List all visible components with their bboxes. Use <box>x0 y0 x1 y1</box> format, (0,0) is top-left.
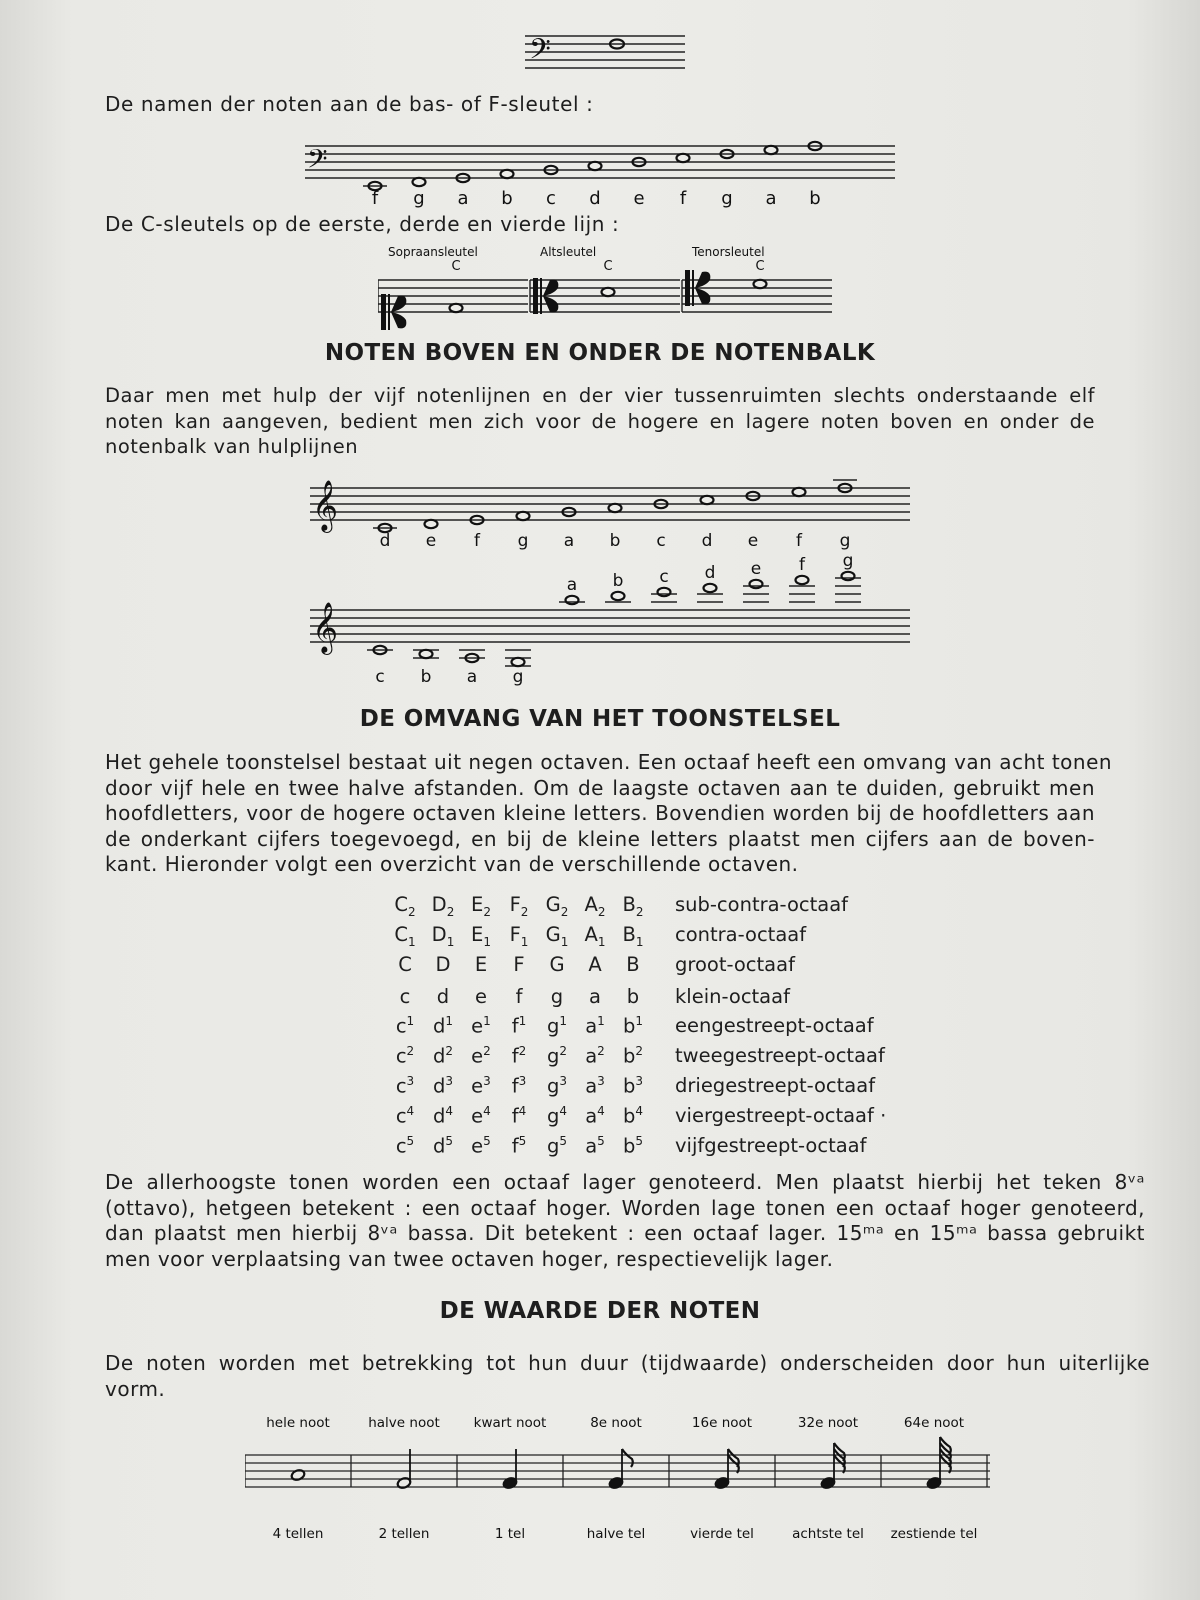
octave-mark: 3 <box>559 1074 568 1088</box>
octave-mark: 2 <box>520 904 529 919</box>
whole-note-icon <box>793 488 806 496</box>
note-name: b <box>609 531 621 551</box>
whole-note-icon <box>450 304 463 312</box>
note-name: c <box>546 188 556 209</box>
c-clef-label: Tenorsleutel <box>692 245 765 259</box>
bass-clef-staff-small <box>525 30 685 76</box>
para-range-line: door vijf hele en twee halve afstanden. Om de laagste octaven aan te duiden, gebruikt men <box>105 775 1095 800</box>
octave-mark: 2 <box>560 904 569 919</box>
note-name: e <box>750 559 762 579</box>
note-value-duration: halve tel <box>586 1526 646 1542</box>
octave-letter: $f^1$ <box>511 1014 527 1038</box>
octave-letter: g <box>550 985 564 1008</box>
whole-note-icon <box>425 520 438 528</box>
para-range-line: Het gehele toonstelsel bestaat uit negen octaven. Een octaaf heeft een omvang van acht tonen <box>105 750 1113 774</box>
note-name: f <box>679 188 687 209</box>
octave-letter: $d^4$ <box>432 1104 454 1128</box>
octave-letter: $c^5$ <box>395 1134 415 1158</box>
octave-letter: $d^3$ <box>432 1074 454 1098</box>
note-value-name: 16e noot <box>691 1415 753 1431</box>
octave-mark: 2 <box>483 1044 491 1058</box>
octave-name: vijfgestreept-octaaf <box>675 1134 867 1157</box>
octave-mark: 4 <box>406 1104 415 1118</box>
para-ottava <box>105 1170 1145 1272</box>
octave-letter: $F_2$ <box>509 893 529 919</box>
octave-letter: $C_2$ <box>394 893 416 919</box>
whole-note-icon <box>750 580 763 588</box>
note-name: a <box>457 188 469 209</box>
note-name: g <box>721 188 733 209</box>
octave-letter: $E_1$ <box>471 923 491 949</box>
octave-letter: $g^2$ <box>546 1044 568 1068</box>
octave-mark: 3 <box>635 1074 644 1088</box>
note-name: d <box>589 188 601 209</box>
octave-letter: $c^2$ <box>395 1044 415 1068</box>
note-value-duration: 1 tel <box>494 1526 526 1542</box>
octave-letter: $E_2$ <box>471 893 491 919</box>
octave-mark: 1 <box>406 1014 415 1028</box>
octave-letter: b <box>626 985 640 1008</box>
note-name: d <box>379 531 391 551</box>
octave-mark: 4 <box>445 1104 454 1118</box>
whole-note-icon <box>420 650 433 658</box>
note-value-name: halve noot <box>368 1415 440 1431</box>
octave-letter: $e^4$ <box>471 1104 491 1128</box>
whole-note-icon <box>512 658 525 666</box>
note-name: a <box>563 531 575 551</box>
note-name: a <box>765 188 777 209</box>
para-range <box>105 750 1113 878</box>
octave-mark: 2 <box>407 904 416 919</box>
octave-letter: d <box>436 985 450 1008</box>
octave-mark: 1 <box>445 1014 454 1028</box>
octave-letter: F <box>513 953 525 976</box>
octave-mark: 5 <box>483 1134 491 1148</box>
octave-mark: 2 <box>445 1044 454 1058</box>
octave-letter: $c^3$ <box>395 1074 415 1098</box>
octave-mark: 4 <box>597 1104 605 1118</box>
octave-letter: $b^5$ <box>622 1134 644 1158</box>
note-value-duration: zestiende tel <box>890 1526 978 1542</box>
c-clef-note: C <box>451 259 461 274</box>
octave-letter: $a^4$ <box>585 1104 605 1128</box>
octave-letter: $g^4$ <box>546 1104 568 1128</box>
para-ottava-line: (ottavo), hetgeen betekent : een octaaf hoger. Worden lage tonen een octaaf hoger genoteerd, <box>105 1195 1145 1220</box>
octave-mark: 2 <box>635 1044 644 1058</box>
octave-letter: $c^4$ <box>395 1104 415 1128</box>
octave-mark: 4 <box>518 1104 527 1118</box>
whole-note-icon <box>842 572 855 580</box>
note-name: e <box>425 531 437 551</box>
note-value-name: 8e noot <box>590 1415 642 1431</box>
octave-mark: 1 <box>635 1014 644 1028</box>
octave-letter: C <box>398 953 412 976</box>
octave-mark: 1 <box>559 1014 568 1028</box>
note-value-duration: vierde tel <box>690 1526 754 1542</box>
octave-mark: 4 <box>483 1104 491 1118</box>
octave-mark: 2 <box>597 904 606 919</box>
octave-name: klein-octaaf <box>675 985 790 1008</box>
para-values-line: vorm. <box>105 1377 166 1401</box>
octave-letter: $A_1$ <box>584 923 606 949</box>
note-name: g <box>517 531 529 551</box>
octave-letter: $A_2$ <box>584 893 606 919</box>
para-ledger-line: noten kan aangeven, bedient men zich voor de hogere en lagere noten boven en onder de <box>105 409 1095 433</box>
para-ottava-line: men voor verplaatsing van twee octaven hoger, respectievelijk lager. <box>105 1246 834 1271</box>
intro-line: De namen der noten aan de bas- of F-sleutel : <box>105 92 594 116</box>
octave-mark: 2 <box>446 904 455 919</box>
para-range-line: de onderkant cijfers toegevoegd, en bij de kleine letters plaatst men cijfers aan de boven- <box>105 826 1095 851</box>
note-name: e <box>747 531 759 551</box>
note-name: f <box>474 531 480 551</box>
octave-letter: $D_2$ <box>431 893 455 919</box>
note-name: b <box>809 188 821 209</box>
note-name: g <box>842 551 854 571</box>
octave-mark: 2 <box>597 1044 605 1058</box>
octave-mark: 1 <box>483 934 491 949</box>
heading-range: DE OMVANG VAN HET TOONSTELSEL <box>359 706 841 732</box>
c-clef-note: C <box>755 259 765 274</box>
note-name: c <box>656 531 666 551</box>
octave-letter: $F_1$ <box>509 923 529 949</box>
octave-mark: 1 <box>597 1014 605 1028</box>
note-name: c <box>375 667 385 687</box>
para-ledger <box>105 383 1095 460</box>
octave-letter: D <box>435 953 451 976</box>
octave-mark: 2 <box>635 904 644 919</box>
whole-note-icon <box>566 596 579 604</box>
octave-letter: $a^5$ <box>585 1134 605 1158</box>
octave-letter: $e^3$ <box>471 1074 491 1098</box>
c-clef-line: De C-sleutels op de eerste, derde en vierde lijn : <box>105 212 620 236</box>
note-name: b <box>420 667 432 687</box>
octave-letter: $a^3$ <box>585 1074 605 1098</box>
para-values-line: De noten worden met betrekking tot hun duur (tijdwaarde) onderscheiden door hun uiterlijke <box>105 1351 1150 1375</box>
octave-mark: 3 <box>445 1074 454 1088</box>
octave-mark: 1 <box>518 1014 527 1028</box>
whole-note-icon <box>704 584 717 592</box>
para-values <box>105 1350 1150 1402</box>
octave-letter: $C_1$ <box>394 923 416 949</box>
whole-note-icon <box>701 496 714 504</box>
octave-name: viergestreept-octaaf · <box>675 1104 887 1127</box>
octave-mark: 4 <box>559 1104 568 1118</box>
octave-letter: $e^2$ <box>471 1044 491 1068</box>
para-ledger-line: Daar men met hulp der vijf notenlijnen en der vier tussenruimten slechts onderstaande elf <box>105 384 1095 407</box>
octave-letter: $a^1$ <box>585 1014 605 1038</box>
octave-mark: 5 <box>597 1134 605 1148</box>
octave-letter: G <box>549 953 565 976</box>
whole-note-icon <box>609 504 622 512</box>
octave-mark: 3 <box>518 1074 527 1088</box>
para-range-line: hoofdletters, voor de hogere octaven kleine letters. Bovendien worden bij de hoofdletters aan <box>105 801 1095 825</box>
octave-name: contra-octaaf <box>675 923 807 946</box>
octave-mark: 2 <box>559 1044 568 1058</box>
whole-note-icon <box>658 588 671 596</box>
octave-letter: B <box>626 953 640 976</box>
whole-note-icon <box>796 576 809 584</box>
octave-name: groot-octaaf <box>675 953 795 976</box>
octave-letter: $b^1$ <box>622 1014 644 1038</box>
note-value-name: kwart noot <box>473 1415 547 1431</box>
c-clef-note: C <box>603 259 613 274</box>
c-clef-label: Altsleutel <box>540 245 597 259</box>
note-value-name: 32e noot <box>797 1415 859 1431</box>
octave-letter: $b^3$ <box>622 1074 644 1098</box>
octave-name: eengestreept-octaaf <box>675 1014 874 1037</box>
octave-name: driegestreept-octaaf <box>675 1074 876 1097</box>
heading-values: DE WAARDE DER NOTEN <box>439 1298 761 1324</box>
note-flag-icon <box>622 1449 633 1467</box>
octave-letter: E <box>474 953 488 976</box>
note-name: f <box>799 555 805 575</box>
whole-note-icon <box>501 170 514 178</box>
octave-letter: a <box>589 985 601 1008</box>
note-name: d <box>701 531 713 551</box>
treble-staves <box>310 470 910 700</box>
whole-note-icon <box>765 146 778 154</box>
octave-letter: $G_2$ <box>545 893 569 919</box>
octave-mark: 2 <box>406 1044 415 1058</box>
octave-letter: $b^4$ <box>622 1104 644 1128</box>
octave-letter: $B_1$ <box>622 923 644 949</box>
octave-mark: 5 <box>518 1134 527 1148</box>
octave-letter: f <box>515 985 523 1008</box>
octave-letter: $f^3$ <box>511 1074 527 1098</box>
whole-note-icon <box>754 280 767 288</box>
note-name: a <box>466 667 478 687</box>
bass-clef-staff <box>305 140 895 212</box>
note-name: c <box>659 567 669 587</box>
octave-mark: 2 <box>483 904 491 919</box>
octave-mark: 4 <box>635 1104 644 1118</box>
octave-mark: 1 <box>407 934 416 949</box>
octave-letter: $B_2$ <box>622 893 644 919</box>
note-name: g <box>839 531 851 551</box>
whole-note-icon <box>612 592 625 600</box>
octave-mark: 1 <box>483 1014 491 1028</box>
c-clefs-group <box>378 244 838 334</box>
note-value-duration: achtste tel <box>792 1526 864 1542</box>
octave-letter: $g^1$ <box>546 1014 568 1038</box>
whole-note-icon <box>589 162 602 170</box>
octave-letter: c <box>399 985 411 1008</box>
octave-mark: 5 <box>406 1134 415 1148</box>
note-name: b <box>501 188 513 209</box>
whole-note-icon <box>602 288 615 296</box>
octave-letter: e <box>475 985 487 1008</box>
para-ledger-line: notenbalk van hulplijnen <box>105 435 359 459</box>
c-clef-label: Sopraansleutel <box>388 245 478 259</box>
octave-mark: 3 <box>597 1074 605 1088</box>
para-ottava-line: De allerhoogste tonen worden een octaaf lager genoteerd. Men plaatst hierbij het teken 8ᵛᵃ <box>105 1170 1145 1194</box>
para-ottava-line: dan plaatst men hierbij 8ᵛᵃ bassa. Dit betekent : een octaaf lager. 15ᵐᵃ en 15ᵐᵃ bassa gebruikt <box>105 1221 1145 1245</box>
octave-letter: $c^1$ <box>395 1014 415 1038</box>
note-values-strip <box>245 1405 995 1555</box>
octave-mark: 2 <box>518 1044 527 1058</box>
bass-clef-icon: 𝄢 <box>529 33 551 73</box>
octave-mark: 1 <box>635 934 644 949</box>
note-name: a <box>566 575 578 595</box>
octave-mark: 5 <box>559 1134 568 1148</box>
octave-letter: $f^4$ <box>511 1104 527 1128</box>
octave-letter: $b^2$ <box>622 1044 644 1068</box>
bass-clef-icon: 𝄢 <box>307 143 328 181</box>
octave-mark: 1 <box>446 934 455 949</box>
octave-letter: $a^2$ <box>585 1044 605 1068</box>
para-range-line: kant. Hieronder volgt een overzicht van de verschillende octaven. <box>105 852 799 876</box>
c-clefs-svg <box>378 244 838 334</box>
whole-note-icon <box>517 512 530 520</box>
treble-clef-icon: 𝄞 <box>312 480 339 531</box>
note-values-svg <box>245 1405 995 1555</box>
octave-letter: $d^1$ <box>432 1014 454 1038</box>
octave-letter: $D_1$ <box>431 923 455 949</box>
note-name: e <box>633 188 645 209</box>
note-value-duration: 4 tellen <box>272 1526 324 1542</box>
octave-mark: 5 <box>635 1134 644 1148</box>
octave-letter: A <box>588 953 602 976</box>
octave-letter: $G_1$ <box>545 923 569 949</box>
note-name: b <box>612 571 624 591</box>
octave-mark: 1 <box>560 934 569 949</box>
octave-letter: $g^5$ <box>546 1134 568 1158</box>
octave-letter: $e^1$ <box>471 1014 491 1038</box>
octave-letter: $f^2$ <box>511 1044 527 1068</box>
octave-mark: 3 <box>483 1074 491 1088</box>
octave-letter: $e^5$ <box>471 1134 491 1158</box>
note-value-name: hele noot <box>266 1415 330 1431</box>
note-name: g <box>512 667 524 687</box>
note-value-name: 64e noot <box>903 1415 965 1431</box>
note-name: g <box>413 188 425 209</box>
octave-letter: $d^2$ <box>432 1044 454 1068</box>
octave-mark: 1 <box>520 934 529 949</box>
octave-letter: $d^5$ <box>432 1134 454 1158</box>
octave-letter: $g^3$ <box>546 1074 568 1098</box>
note-name: d <box>704 563 716 583</box>
octave-mark: 3 <box>406 1074 415 1088</box>
note-value-duration: 2 tellen <box>378 1526 430 1542</box>
whole-note-icon <box>677 154 690 162</box>
treble-clef-icon: 𝄞 <box>312 602 339 653</box>
note-name: f <box>796 531 802 551</box>
heading-ledger: NOTEN BOVEN EN ONDER DE NOTENBALK <box>324 340 876 366</box>
whole-note-icon <box>413 178 426 186</box>
octave-mark: 1 <box>597 934 606 949</box>
octave-mark: 5 <box>445 1134 454 1148</box>
note-name: f <box>371 188 379 209</box>
octave-name: sub-contra-octaaf <box>675 893 849 916</box>
octave-name: tweegestreept-octaaf <box>675 1044 885 1067</box>
octave-letter: $f^5$ <box>511 1134 527 1158</box>
